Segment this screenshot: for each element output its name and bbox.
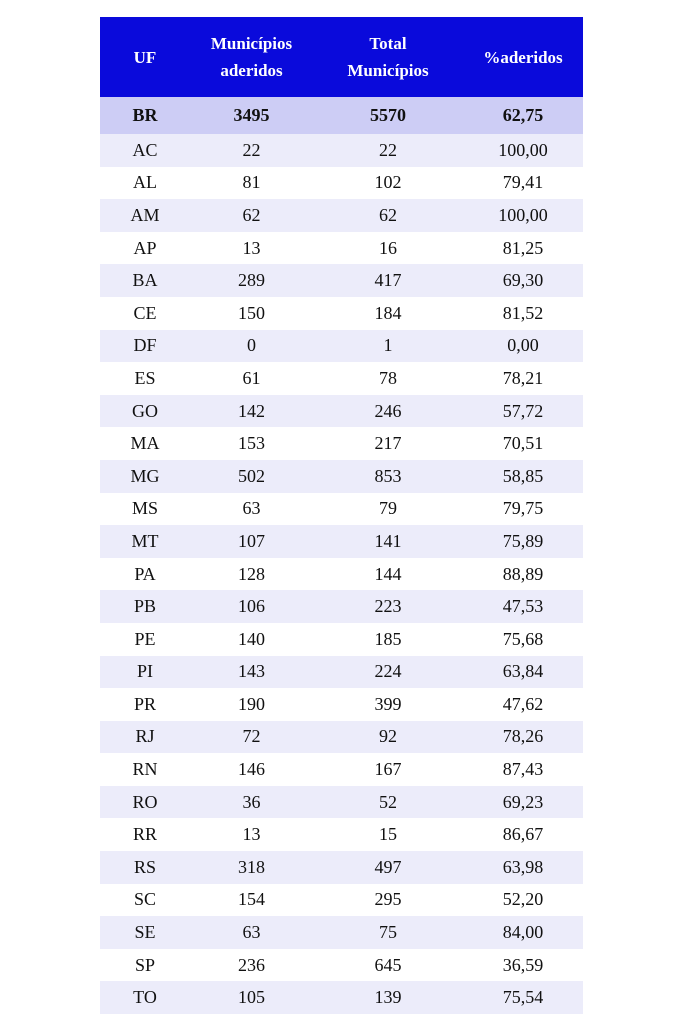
cell-total: 16 [313, 232, 463, 265]
header-pct: %aderidos [463, 17, 583, 97]
cell-pct: 52,20 [463, 884, 583, 917]
table-row [100, 199, 583, 232]
municipios-table [100, 17, 583, 1014]
cell-aderidos: 36 [190, 786, 313, 819]
cell-aderidos: 289 [190, 264, 313, 297]
cell-uf: SC [100, 884, 190, 917]
cell-aderidos: 502 [190, 460, 313, 493]
cell-pct: 88,89 [463, 558, 583, 591]
table-row [100, 558, 583, 591]
cell-uf: BR [100, 97, 190, 134]
table-row [100, 884, 583, 917]
table-row [100, 167, 583, 200]
cell-aderidos: 106 [190, 590, 313, 623]
cell-total: 399 [313, 688, 463, 721]
cell-aderidos: 72 [190, 721, 313, 754]
cell-uf: PA [100, 558, 190, 591]
cell-uf: SE [100, 916, 190, 949]
header-total [313, 17, 463, 97]
header-uf: UF [100, 17, 190, 97]
cell-pct: 0,00 [463, 330, 583, 363]
cell-pct: 75,68 [463, 623, 583, 656]
cell-uf: AC [100, 134, 190, 167]
table-row [100, 721, 583, 754]
cell-total: 22 [313, 134, 463, 167]
table-row [100, 590, 583, 623]
table-row [100, 949, 583, 982]
table-row [100, 688, 583, 721]
cell-total: 5570 [313, 97, 463, 134]
table-body [100, 97, 583, 1014]
table-row [100, 851, 583, 884]
total-row [100, 97, 583, 134]
cell-uf: AL [100, 167, 190, 200]
cell-pct: 47,53 [463, 590, 583, 623]
cell-uf: PB [100, 590, 190, 623]
cell-aderidos: 81 [190, 167, 313, 200]
cell-total: 224 [313, 656, 463, 689]
cell-total: 645 [313, 949, 463, 982]
cell-total: 295 [313, 884, 463, 917]
cell-aderidos: 61 [190, 362, 313, 395]
cell-total: 75 [313, 916, 463, 949]
cell-total: 141 [313, 525, 463, 558]
cell-total: 139 [313, 981, 463, 1014]
cell-uf: MT [100, 525, 190, 558]
cell-pct: 62,75 [463, 97, 583, 134]
cell-total: 78 [313, 362, 463, 395]
cell-pct: 100,00 [463, 134, 583, 167]
cell-uf: AM [100, 199, 190, 232]
cell-uf: CE [100, 297, 190, 330]
cell-pct: 100,00 [463, 199, 583, 232]
table-row [100, 656, 583, 689]
cell-pct: 86,67 [463, 818, 583, 851]
cell-uf: RJ [100, 721, 190, 754]
cell-total: 184 [313, 297, 463, 330]
cell-uf: BA [100, 264, 190, 297]
cell-aderidos: 13 [190, 818, 313, 851]
cell-aderidos: 3495 [190, 97, 313, 134]
table-row [100, 916, 583, 949]
table-row [100, 818, 583, 851]
cell-pct: 75,54 [463, 981, 583, 1014]
table-row [100, 297, 583, 330]
cell-total: 497 [313, 851, 463, 884]
cell-total: 102 [313, 167, 463, 200]
cell-aderidos: 150 [190, 297, 313, 330]
table-row [100, 395, 583, 428]
cell-aderidos: 146 [190, 753, 313, 786]
cell-aderidos: 143 [190, 656, 313, 689]
cell-pct: 79,41 [463, 167, 583, 200]
cell-uf: GO [100, 395, 190, 428]
cell-pct: 75,89 [463, 525, 583, 558]
table-row [100, 330, 583, 363]
cell-total: 417 [313, 264, 463, 297]
table-row [100, 525, 583, 558]
cell-total: 62 [313, 199, 463, 232]
cell-pct: 36,59 [463, 949, 583, 982]
cell-pct: 81,25 [463, 232, 583, 265]
header-row [100, 17, 583, 97]
cell-uf: PE [100, 623, 190, 656]
cell-aderidos: 153 [190, 427, 313, 460]
table-header [100, 17, 583, 97]
table-row [100, 981, 583, 1014]
cell-pct: 84,00 [463, 916, 583, 949]
cell-pct: 69,30 [463, 264, 583, 297]
cell-total: 1 [313, 330, 463, 363]
cell-uf: RS [100, 851, 190, 884]
cell-pct: 63,84 [463, 656, 583, 689]
cell-total: 853 [313, 460, 463, 493]
cell-aderidos: 236 [190, 949, 313, 982]
cell-aderidos: 140 [190, 623, 313, 656]
cell-aderidos: 63 [190, 916, 313, 949]
cell-total: 223 [313, 590, 463, 623]
header-total-line1: Total [369, 34, 407, 53]
cell-aderidos: 142 [190, 395, 313, 428]
cell-pct: 69,23 [463, 786, 583, 819]
cell-aderidos: 63 [190, 493, 313, 526]
cell-pct: 70,51 [463, 427, 583, 460]
cell-total: 167 [313, 753, 463, 786]
cell-pct: 58,85 [463, 460, 583, 493]
cell-uf: PI [100, 656, 190, 689]
cell-total: 92 [313, 721, 463, 754]
table-row [100, 427, 583, 460]
cell-pct: 78,21 [463, 362, 583, 395]
cell-uf: RO [100, 786, 190, 819]
cell-pct: 57,72 [463, 395, 583, 428]
cell-aderidos: 13 [190, 232, 313, 265]
cell-uf: RN [100, 753, 190, 786]
cell-total: 52 [313, 786, 463, 819]
cell-total: 246 [313, 395, 463, 428]
cell-uf: MA [100, 427, 190, 460]
cell-uf: MS [100, 493, 190, 526]
cell-uf: PR [100, 688, 190, 721]
table-row [100, 753, 583, 786]
cell-total: 144 [313, 558, 463, 591]
cell-aderidos: 0 [190, 330, 313, 363]
table-row [100, 264, 583, 297]
cell-pct: 63,98 [463, 851, 583, 884]
cell-pct: 78,26 [463, 721, 583, 754]
cell-pct: 81,52 [463, 297, 583, 330]
cell-total: 217 [313, 427, 463, 460]
table-row [100, 232, 583, 265]
header-aderidos-line1: Municípios [210, 34, 293, 53]
header-aderidos [190, 17, 313, 97]
table-row [100, 493, 583, 526]
cell-uf: ES [100, 362, 190, 395]
cell-pct: 87,43 [463, 753, 583, 786]
cell-uf: SP [100, 949, 190, 982]
header-aderidos-line2: aderidos [220, 61, 283, 80]
table-row [100, 623, 583, 656]
cell-aderidos: 62 [190, 199, 313, 232]
cell-aderidos: 190 [190, 688, 313, 721]
cell-aderidos: 154 [190, 884, 313, 917]
cell-uf: RR [100, 818, 190, 851]
cell-uf: TO [100, 981, 190, 1014]
cell-total: 15 [313, 818, 463, 851]
cell-total: 79 [313, 493, 463, 526]
table-row [100, 134, 583, 167]
table-row [100, 362, 583, 395]
cell-aderidos: 22 [190, 134, 313, 167]
cell-aderidos: 105 [190, 981, 313, 1014]
cell-aderidos: 107 [190, 525, 313, 558]
cell-pct: 79,75 [463, 493, 583, 526]
cell-aderidos: 128 [190, 558, 313, 591]
table-row [100, 460, 583, 493]
cell-uf: MG [100, 460, 190, 493]
table-row [100, 786, 583, 819]
cell-uf: DF [100, 330, 190, 363]
cell-pct: 47,62 [463, 688, 583, 721]
header-total-line2: Municípios [347, 61, 429, 80]
cell-total: 185 [313, 623, 463, 656]
cell-uf: AP [100, 232, 190, 265]
cell-aderidos: 318 [190, 851, 313, 884]
